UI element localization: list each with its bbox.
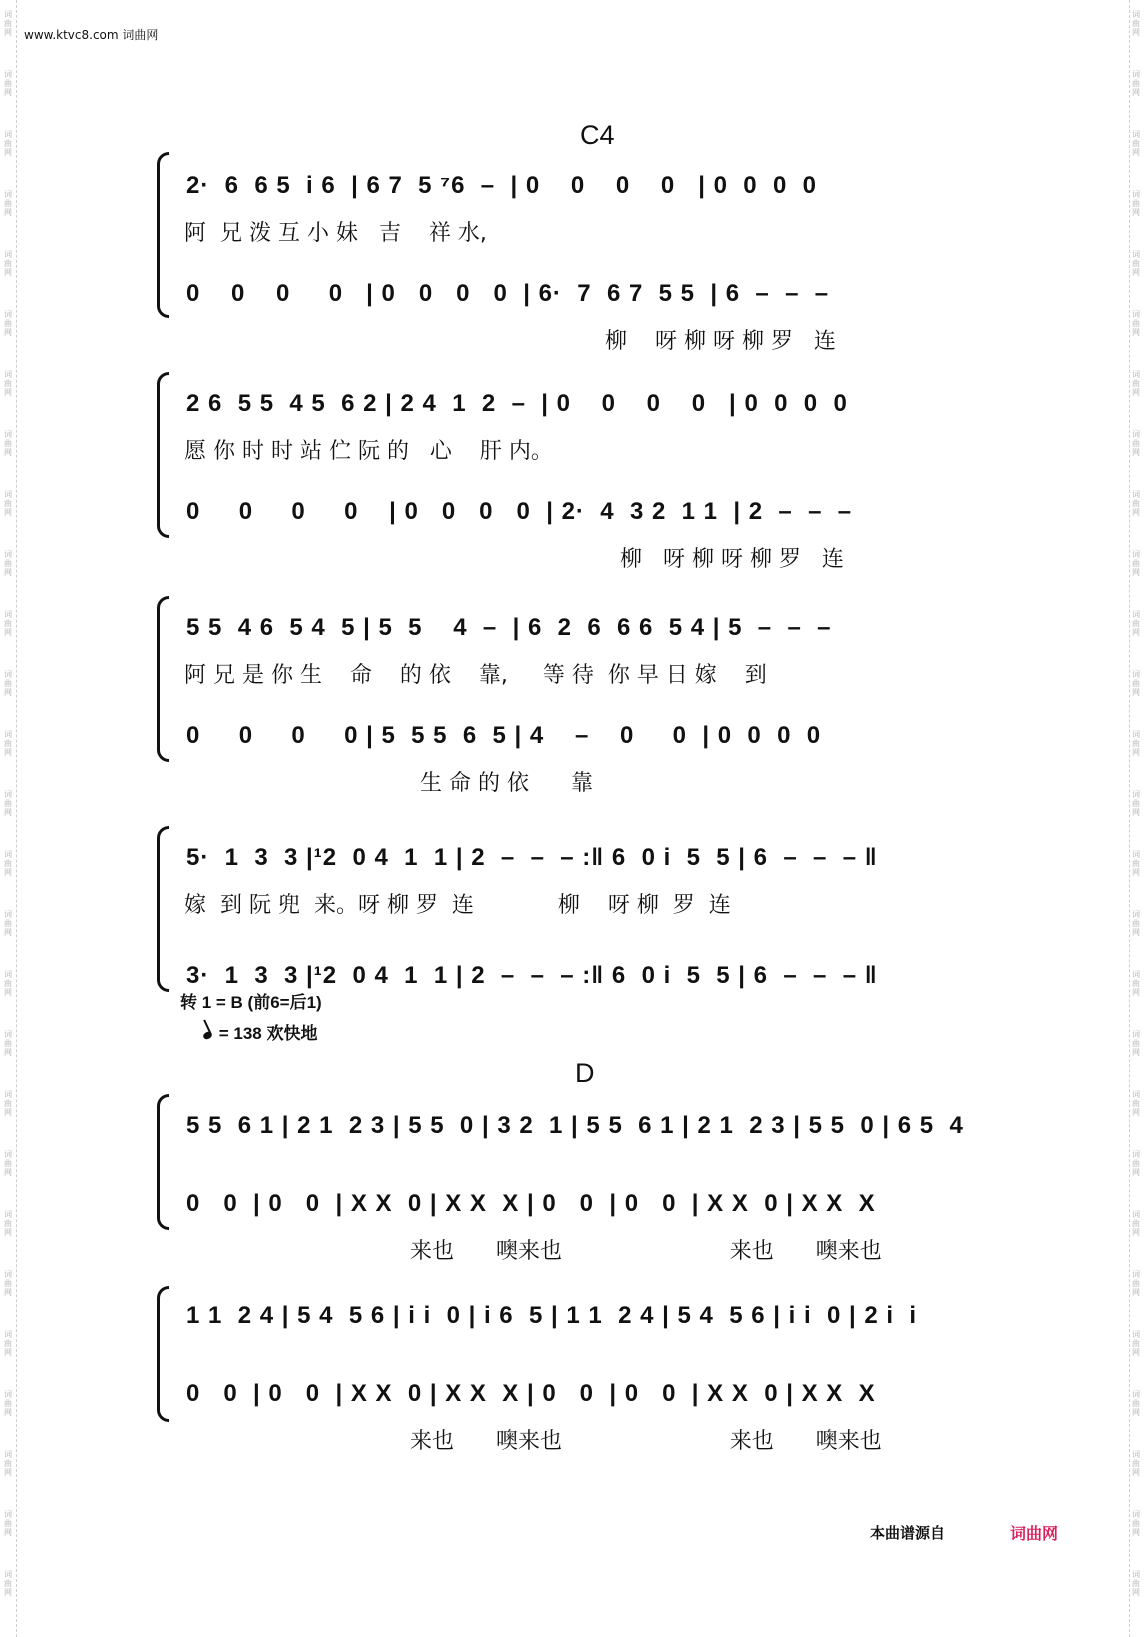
tempo-expression: 欢快地	[266, 1024, 318, 1043]
system-brace	[157, 152, 169, 318]
key-change-marking: 转 1 = B (前6=后1)	[180, 993, 322, 1012]
upper-staff: 2 6 5 5 4 5 6 2 | 2 4 1 2 – | 0 0 0 0 | 0 0 0 0	[186, 390, 848, 417]
side-watermark-text: 词曲网	[1132, 1510, 1140, 1537]
side-watermark-text: 词曲网	[1132, 910, 1140, 937]
side-watermark-text: 词曲网	[1132, 1030, 1140, 1057]
tempo-marking	[203, 1019, 317, 1044]
side-watermark-text: 词曲网	[1132, 610, 1140, 637]
side-watermark-text: 词曲网	[4, 1570, 12, 1597]
side-watermark-text: 词曲网	[4, 190, 12, 217]
upper-staff: 2· 6 6 5 i 6 | 6 7 5 ⁷6 – | 0 0 0 0 | 0 0 0 0	[186, 172, 818, 199]
side-watermark-text: 词曲网	[4, 1150, 12, 1177]
upper-lyrics: 愿 你 时 时 站 伫 阮 的 心 肝 内。	[184, 439, 553, 464]
system-brace	[157, 826, 169, 992]
side-watermark-text: 词曲网	[1132, 1450, 1140, 1477]
system-brace	[157, 1094, 169, 1230]
side-watermark-text: 词曲网	[4, 730, 12, 757]
side-watermark-text: 词曲网	[1132, 1270, 1140, 1297]
side-watermark-text: 词曲网	[4, 550, 12, 577]
side-watermark-text: 词曲网	[1132, 310, 1140, 337]
lower-lyrics: 来也 噢来也 来也 噢来也	[410, 1429, 882, 1454]
side-watermark-text: 词曲网	[4, 370, 12, 397]
side-watermark-text: 词曲网	[1132, 70, 1140, 97]
lower-lyrics: 来也 噢来也 来也 噢来也	[410, 1239, 882, 1264]
side-watermark-text: 词曲网	[1132, 1210, 1140, 1237]
side-watermark-text: 词曲网	[1132, 1330, 1140, 1357]
side-watermark-text: 词曲网	[4, 130, 12, 157]
tempo-value: = 138	[218, 1024, 262, 1043]
side-watermark-text: 词曲网	[4, 1270, 12, 1297]
lower-staff: 0 0 0 0 | 5 5 5 6 5 | 4 – 0 0 | 0 0 0 0	[186, 722, 822, 749]
side-watermark-text: 词曲网	[4, 970, 12, 997]
lower-lyrics: 柳 呀 柳 呀 柳 罗 连	[605, 329, 836, 354]
side-watermark-text: 词曲网	[1132, 790, 1140, 817]
side-watermark-text: 词曲网	[1132, 250, 1140, 277]
side-watermark-text: 词曲网	[1132, 1150, 1140, 1177]
side-watermark-text: 词曲网	[1132, 1390, 1140, 1417]
side-watermark-text: 词曲网	[4, 1210, 12, 1237]
side-watermark-text: 词曲网	[4, 430, 12, 457]
side-watermark-text: 词曲网	[1132, 190, 1140, 217]
side-watermark-text: 词曲网	[4, 1030, 12, 1057]
upper-staff: 1 1 2 4 | 5 4 5 6 | i i 0 | i 6 5 | 1 1 2 4 | 5 4 5 6 | i i 0 | 2 i i	[186, 1302, 918, 1329]
side-watermark-text: 词曲网	[1132, 550, 1140, 577]
side-watermark-text: 词曲网	[1132, 1090, 1140, 1117]
side-watermark-text: 词曲网	[1132, 850, 1140, 877]
side-watermark-text: 词曲网	[4, 850, 12, 877]
left-watermark-strip	[2, 0, 17, 1637]
side-watermark-text: 词曲网	[1132, 670, 1140, 697]
section-label-c4: C4	[580, 120, 615, 150]
upper-lyrics: 嫁 到 阮 兜 来。呀 柳 罗 连 柳 呀 柳 罗 连	[184, 893, 731, 918]
footer-logo[interactable]: 词曲网	[1010, 1524, 1059, 1543]
system-brace	[157, 372, 169, 538]
side-watermark-text: 词曲网	[4, 1330, 12, 1357]
upper-staff: 5· 1 3 3 |¹2 0 4 1 1 | 2 – – – :‖ 6 0 i 5 5 | 6 – – – ‖	[186, 844, 878, 871]
side-watermark-text: 词曲网	[4, 790, 12, 817]
side-watermark-text: 词曲网	[4, 1390, 12, 1417]
site-url: www.ktvc8.com 词曲网	[24, 28, 159, 42]
side-watermark-text: 词曲网	[4, 70, 12, 97]
side-watermark-text: 词曲网	[1132, 370, 1140, 397]
side-watermark-text: 词曲网	[4, 670, 12, 697]
side-watermark-text: 词曲网	[4, 310, 12, 337]
lower-lyrics: 生 命 的 依 靠	[420, 771, 593, 796]
upper-staff: 5 5 6 1 | 2 1 2 3 | 5 5 0 | 3 2 1 | 5 5 6 1 | 2 1 2 3 | 5 5 0 | 6 5 4	[186, 1112, 964, 1139]
upper-lyrics: 阿 兄 泼 互 小 妹 吉 祥 水,	[184, 221, 487, 246]
side-watermark-text: 词曲网	[1132, 970, 1140, 997]
side-watermark-text: 词曲网	[4, 1450, 12, 1477]
upper-lyrics: 阿 兄 是 你 生 命 的 依 靠, 等 待 你 早 日 嫁 到	[184, 663, 767, 688]
lower-staff: 0 0 | 0 0 | X X 0 | X X X | 0 0 | 0 0 | X X 0 | X X X	[186, 1380, 876, 1407]
right-watermark-strip	[1129, 0, 1144, 1637]
section-label-d: D	[575, 1058, 595, 1088]
footer-source-label: 本曲谱源自	[870, 1524, 946, 1542]
lower-staff: 0 0 | 0 0 | X X 0 | X X X | 0 0 | 0 0 | X X 0 | X X X	[186, 1190, 876, 1217]
lower-staff: 3· 1 3 3 |¹2 0 4 1 1 | 2 – – – :‖ 6 0 i 5 5 | 6 – – – ‖	[186, 962, 878, 989]
side-watermark-text: 词曲网	[1132, 730, 1140, 757]
side-watermark-text: 词曲网	[4, 250, 12, 277]
side-watermark-text: 词曲网	[4, 490, 12, 517]
side-watermark-text: 词曲网	[1132, 130, 1140, 157]
side-watermark-text: 词曲网	[4, 10, 12, 37]
side-watermark-text: 词曲网	[1132, 490, 1140, 517]
side-watermark-text: 词曲网	[1132, 1570, 1140, 1597]
side-watermark-text: 词曲网	[1132, 430, 1140, 457]
side-watermark-text: 词曲网	[1132, 10, 1140, 37]
upper-staff: 5 5 4 6 5 4 5 | 5 5 4 – | 6 2 6 6 6 5 4 | 5 – – –	[186, 614, 832, 641]
lower-staff: 0 0 0 0 | 0 0 0 0 | 6· 7 6 7 5 5 | 6 – – –	[186, 280, 830, 307]
lower-staff: 0 0 0 0 | 0 0 0 0 | 2· 4 3 2 1 1 | 2 – – –	[186, 498, 853, 525]
lower-lyrics: 柳 呀 柳 呀 柳 罗 连	[620, 547, 844, 572]
side-watermark-text: 词曲网	[4, 1090, 12, 1117]
side-watermark-text: 词曲网	[4, 1510, 12, 1537]
system-brace	[157, 1286, 169, 1422]
quarter-note-icon	[202, 1030, 213, 1040]
system-brace	[157, 596, 169, 762]
side-watermark-text: 词曲网	[4, 910, 12, 937]
side-watermark-text: 词曲网	[4, 610, 12, 637]
